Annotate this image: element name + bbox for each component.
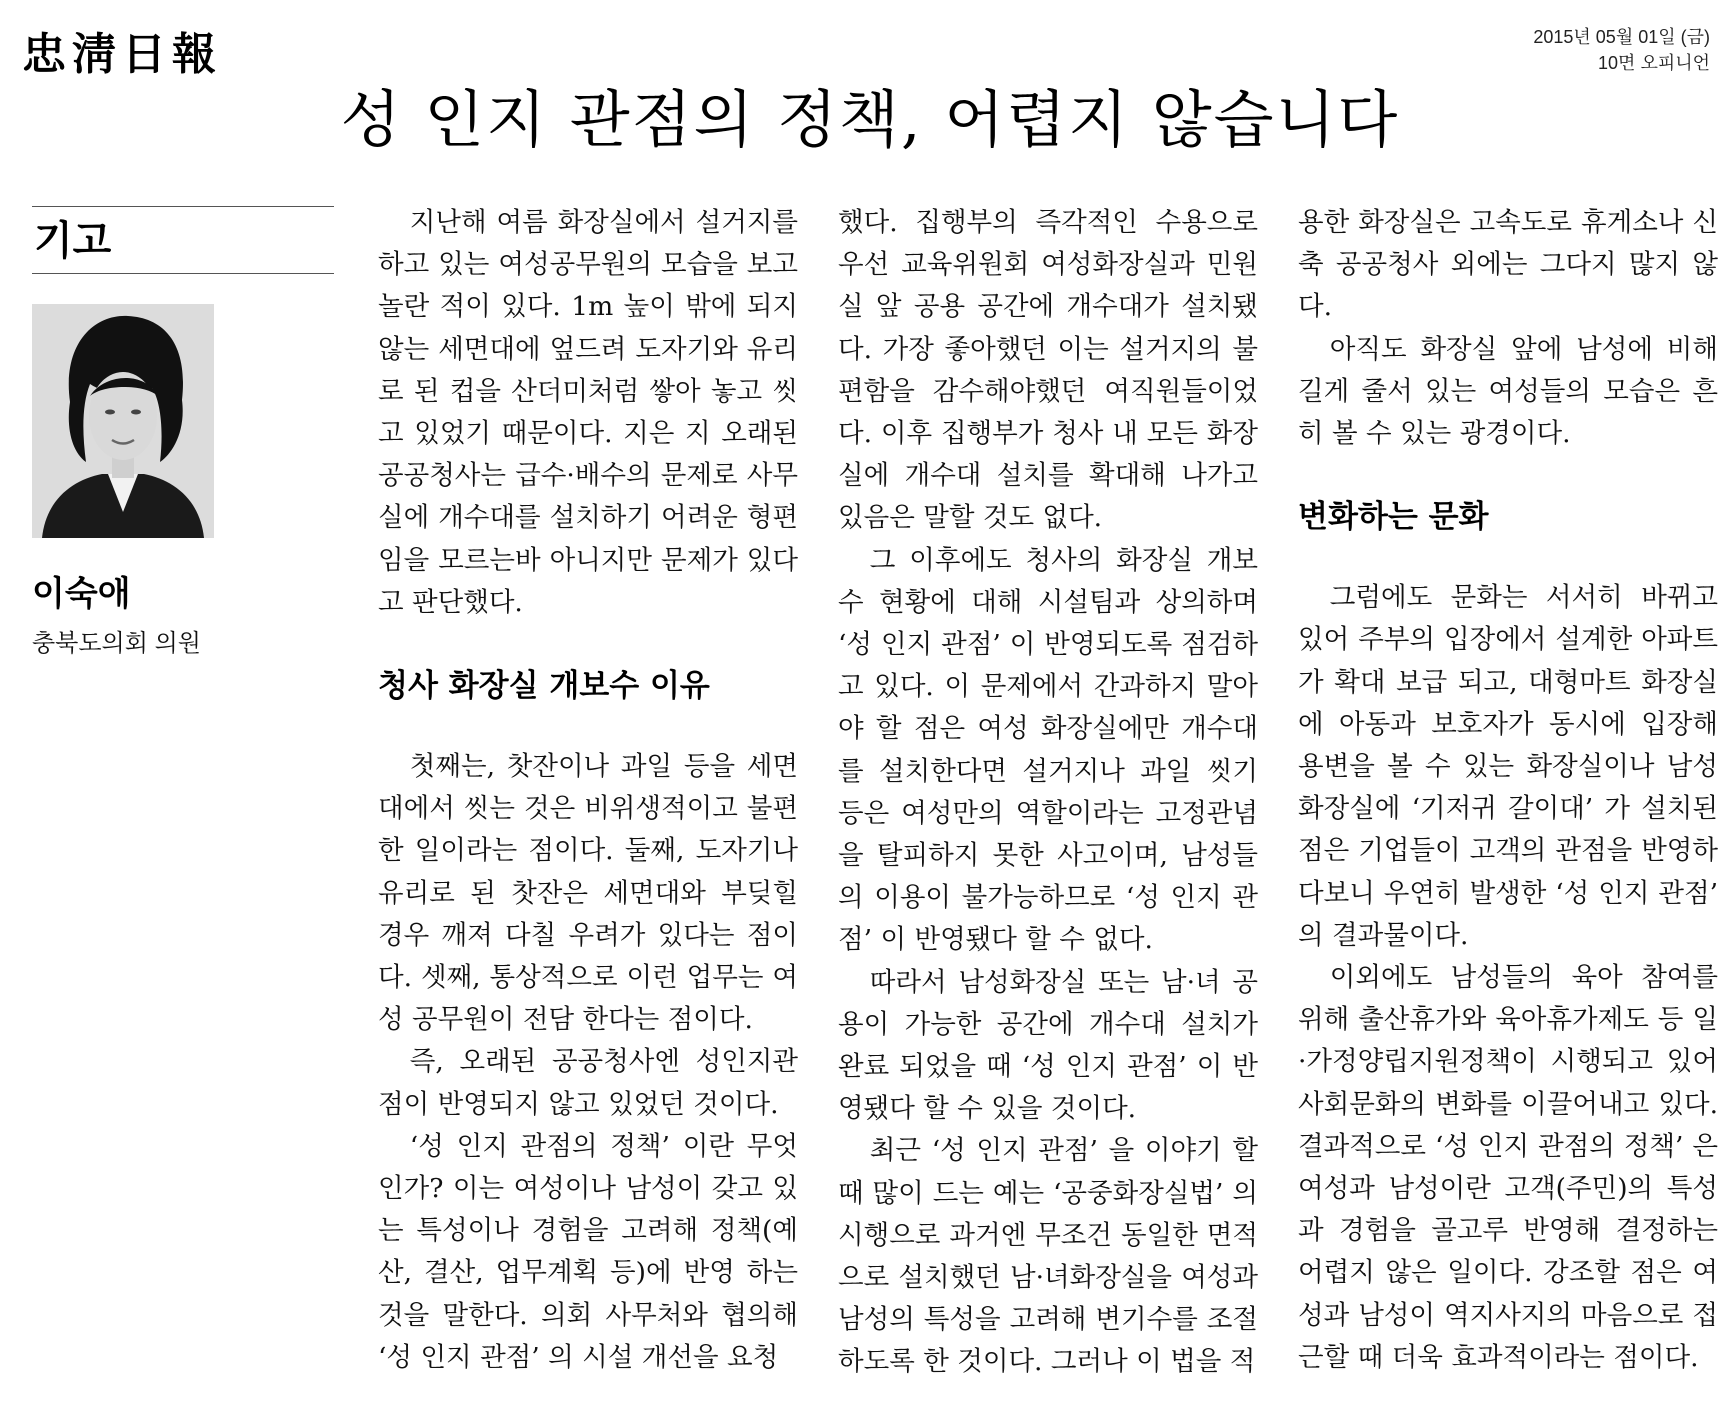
- publication-date: 2015년 05월 01일 (금): [1533, 27, 1710, 47]
- page-section: 10면 오피니언: [1598, 53, 1710, 73]
- author-sidebar: [32, 206, 334, 658]
- paragraph: 따라서 남성화장실 또는 남·녀 공용이 가능한 공간에 개수대 설치가 완료 되었을 때 ‘성 인지 관점’ 이 반영됐다 할 수 있을 것이다.: [838, 966, 1258, 1125]
- paragraph: 즉, 오래된 공공청사엔 성인지관점이 반영되지 않고 있었던 것이다.: [378, 1046, 798, 1120]
- subheading: 청사 화장실 개보수 이유: [378, 668, 710, 705]
- paragraph: 했다. 집행부의 즉각적인 수용으로 우선 교육위원회 여성화장실과 민원실 앞 공용 공간에 개수대가 설치됐다. 가장 좋아했던 이는 설거지의 불편함을 감수해야했던 여직원들이었다. 이후 집행부가 청사 내 모든 화장실에 개수대 설치를 확대해 나가고 있음은 말할 것도 없다.: [838, 207, 1258, 534]
- article-column-3: [1298, 202, 1718, 1379]
- paragraph: 이외에도 남성들의 육아 참여를 위해 출산휴가와 육아휴가제도 등 일·가정양립지원정책이 시행되고 있어 사회문화의 변화를 이끌어내고 있다. 결과적으로 ‘성 인지 관점의 정책’ 은 여성과 남성이란 고객(주민)의 특성과 경험을 골고루 반영해 결정하는 어렵지 않은 일이다. 강조할 점은 여성과 남성이 역지사지의 마음으로 접근할 때 더욱 효과적이라는 점이다.: [1298, 962, 1718, 1373]
- paragraph: 용한 화장실은 고속도로 휴게소나 신축 공공청사 외에는 그다지 많지 않다.: [1298, 207, 1718, 323]
- dateline: [1533, 24, 1710, 76]
- newspaper-masthead: 忠淸日報: [22, 29, 222, 80]
- divider: [32, 273, 334, 274]
- article-headline: 성 인지 관점의 정책, 어렵지 않습니다: [340, 83, 1400, 156]
- paragraph: 최근 ‘성 인지 관점’ 을 이야기 할 때 많이 드는 예는 ‘공중화장실법’ 의 시행으로 과거엔 무조건 동일한 면적으로 설치했던 남·녀화장실을 여성과 남성의 특성을 고려해 변기수를 조절하도록 한 것이다. 그러나 이 법을 적: [838, 1135, 1258, 1378]
- paragraph: 첫째는, 찻잔이나 과일 등을 세면대에서 씻는 것은 비위생적이고 불편한 일이라는 점이다. 둘째, 도자기나 유리로 된 찻잔은 세면대와 부딪힐 경우 깨져 다칠 우려가 있다는 점이다. 셋째, 통상적으로 이런 업무는 여성 공무원이 전담 한다는 점이다.: [378, 751, 798, 1036]
- author-portrait-icon: [32, 304, 214, 538]
- author-photo: [32, 304, 214, 538]
- paragraph: 그 이후에도 청사의 화장실 개보수 현황에 대해 시설팀과 상의하며 ‘성 인지 관점’ 이 반영되도록 점검하고 있다. 이 문제에서 간과하지 말아야 할 점은 여성 화장실에만 개수대를 설치한다면 설거지나 과일 씻기 등은 여성만의 역할이라는 고정관념을 탈피하지 못한 사고이며, 남성들의 이용이 불가능하므로 ‘성 인지 관점’ 이 반영됐다 할 수 없다.: [838, 544, 1258, 956]
- section-label: 기고: [34, 219, 112, 263]
- subheading: 변화하는 문화: [1298, 499, 1489, 536]
- article-column-2: [838, 202, 1258, 1384]
- author-title: 충북도의회 의원: [32, 630, 201, 657]
- author-name: 이숙애: [32, 575, 131, 613]
- paragraph: 그럼에도 문화는 서서히 바뀌고 있어 주부의 입장에서 설계한 아파트가 확대 보급 되고, 대형마트 화장실에 아동과 보호자가 동시에 입장해 용변을 볼 수 있는 화장실이나 남성 화장실에 ‘기저귀 갈이대’ 가 설치된 점은 기업들이 고객의 관점을 반영하다보니 우연히 발생한 ‘성 인지 관점’ 의 결과물이다.: [1298, 582, 1718, 951]
- paragraph: 아직도 화장실 앞에 남성에 비해 길게 줄서 있는 여성들의 모습은 흔히 볼 수 있는 광경이다.: [1298, 333, 1718, 450]
- article-column-1: [378, 202, 798, 1379]
- paragraph: 지난해 여름 화장실에서 설거지를 하고 있는 여성공무원의 모습을 보고 놀란 적이 있다. 1m 높이 밖에 되지 않는 세면대에 엎드려 도자기와 유리로 된 컵을 산더미처럼 쌓아 놓고 씻고 있었기 때문이다. 지은 지 오래된 공공청사는 급수·배수의 문제로 사무실에 개수대를 설치하기 어려운 형편임을 모르는바 아니지만 문제가 있다고 판단했다.: [378, 207, 798, 618]
- paragraph: ‘성 인지 관점의 정책’ 이란 무엇인가? 이는 여성이나 남성이 갖고 있는 특성이나 경험을 고려해 정책(예산, 결산, 업무계획 등)에 반영 하는 것을 말한다. 의회 사무처와 협의해 ‘성 인지 관점’ 의 시설 개선을 요청: [378, 1130, 798, 1373]
